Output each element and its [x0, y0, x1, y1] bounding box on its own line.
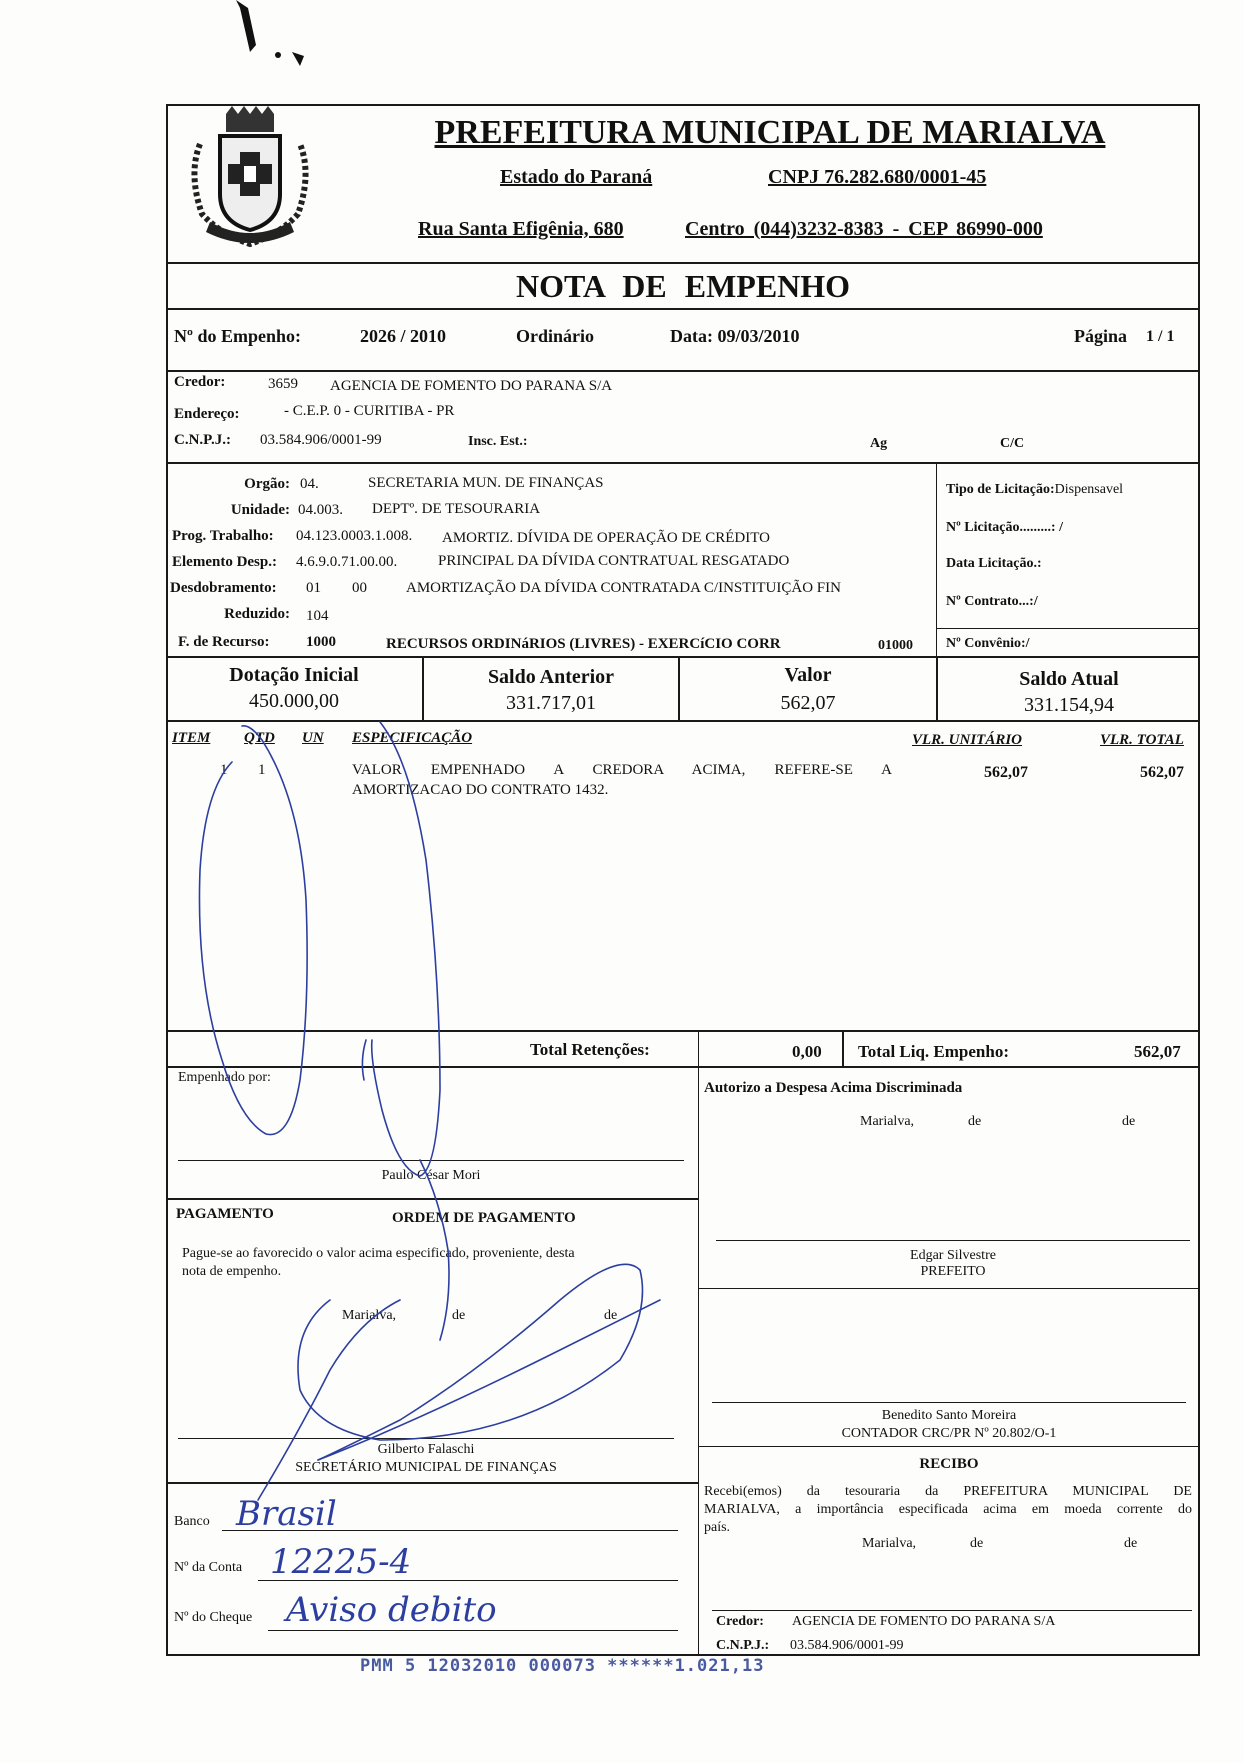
- reduzido-label: Reduzido:: [224, 606, 290, 622]
- recibo-cnpj: 03.584.906/0001-99: [790, 1638, 904, 1653]
- recurso-name: RECURSOS ORDINáRIOS (LIVRES) - EXERCíCIO CORR: [386, 636, 781, 652]
- retencoes-label: Total Retenções:: [530, 1040, 650, 1059]
- licitacao-type-label: Tipo de Licitação:: [946, 482, 1055, 497]
- recurso-code: 1000: [306, 634, 336, 650]
- cheque-label: Nº do Cheque: [174, 1610, 253, 1625]
- saldo-atual-value: 331.154,94: [1024, 694, 1114, 716]
- desdobramento-code1: 01: [306, 580, 321, 596]
- empenho-number: 2026 / 2010: [360, 326, 447, 346]
- retencoes-value: 0,00: [792, 1042, 822, 1061]
- page-number: 1 / 1: [1146, 328, 1175, 345]
- empenho-date: Data: 09/03/2010: [670, 326, 800, 346]
- pagamento-text-2: nota de empenho.: [182, 1264, 282, 1279]
- recurso-label: F. de Recurso:: [178, 634, 270, 650]
- prog-name: AMORTIZ. DÍVIDA DE OPERAÇÃO DE CRÉDITO: [442, 530, 770, 546]
- licitacao-date: Data Licitação.:: [946, 556, 1042, 571]
- recibo-text-2: MARIALVA, a importância especificada acima em moeda corrente do: [704, 1502, 1192, 1517]
- item-spec-line2: AMORTIZACAO DO CONTRATO 1432.: [352, 782, 609, 798]
- liquido-value: 562,07: [1134, 1042, 1181, 1061]
- elemento-name: PRINCIPAL DA DÍVIDA CONTRATUAL RESGATADO: [438, 553, 790, 569]
- recibo-credor-label: Credor:: [716, 1614, 764, 1629]
- recibo-cnpj-label: C.N.P.J.:: [716, 1638, 770, 1653]
- header-cnpj: CNPJ 76.282.680/0001-45: [768, 166, 987, 188]
- col-un: UN: [302, 730, 324, 746]
- item-unit-value: 562,07: [984, 764, 1028, 781]
- state-name: Estado do Paraná: [500, 166, 653, 188]
- convenio-number: Nº Convênio:/: [946, 636, 1030, 651]
- unidade-label: Unidade:: [230, 502, 290, 518]
- recibo-text-3: país.: [704, 1520, 731, 1535]
- valor-value: 562,07: [780, 692, 836, 714]
- conta-value: 12225-4: [270, 1542, 412, 1582]
- document-title: NOTA DE EMPENHO: [515, 268, 851, 304]
- printed-stamp: PMM 5 12032010 000073 ******1.021,13: [360, 1656, 765, 1676]
- empenho-type: Ordinário: [516, 326, 595, 346]
- autorizo-de1: de: [968, 1114, 982, 1129]
- orgao-label: Orgão:: [244, 476, 290, 492]
- cheque-value: Aviso debito: [286, 1590, 497, 1630]
- recibo-credor: AGENCIA DE FOMENTO DO PARANA S/A: [792, 1614, 1056, 1629]
- item-qty: 1: [258, 762, 266, 778]
- autorizo-signer: Edgar Silvestre: [910, 1248, 996, 1263]
- conta-label: Nº da Conta: [174, 1560, 243, 1575]
- unidade-name: DEPTº. DE TESOURARIA: [372, 501, 541, 517]
- pagamento-signer: Gilberto Falaschi: [377, 1442, 475, 1457]
- contrato-number: Nº Contrato...:/: [946, 594, 1038, 609]
- empenho-label: Nº do Empenho:: [174, 326, 301, 346]
- saldo-atual-label: Saldo Atual: [1019, 668, 1119, 690]
- credor-address: - C.E.P. 0 - CURITIBA - PR: [284, 403, 455, 419]
- saldo-anterior-label: Saldo Anterior: [487, 666, 615, 688]
- autorizo-de2: de: [1122, 1114, 1136, 1129]
- ag-label: Ag: [870, 436, 888, 451]
- recurso-sub: 01000: [878, 638, 913, 653]
- credor-name: AGENCIA DE FOMENTO DO PARANA S/A: [330, 378, 613, 394]
- item-spec-line1: VALOR EMPENHADO A CREDORA ACIMA, REFERE-SE A: [352, 762, 892, 778]
- col-total: VLR. TOTAL: [1100, 732, 1184, 748]
- banco-value: Brasil: [236, 1494, 337, 1534]
- desdobramento-code2: 00: [352, 580, 367, 596]
- col-unit: VLR. UNITÁRIO: [912, 732, 1023, 748]
- pagamento-label: PAGAMENTO: [176, 1206, 274, 1222]
- elemento-label: Elemento Desp.:: [172, 554, 277, 570]
- valor-label: Valor: [784, 664, 832, 686]
- saldo-anterior-value: 331.717,01: [506, 692, 596, 714]
- autorizo-role: PREFEITO: [920, 1264, 986, 1279]
- contador-role: CONTADOR CRC/PR Nº 20.802/O-1: [841, 1426, 1057, 1441]
- elemento-code: 4.6.9.0.71.00.00.: [296, 554, 398, 570]
- address-label: Endereço:: [174, 406, 240, 422]
- pagamento-de1: de: [452, 1308, 466, 1323]
- header-street: Rua Santa Efigênia, 680: [418, 218, 624, 240]
- empenhado-signer: Paulo César Mori: [381, 1168, 481, 1183]
- header-address: Centro (044)3232-8383 - CEP 86990-000: [685, 218, 1043, 240]
- orgao-name: SECRETARIA MUN. DE FINANÇAS: [368, 475, 604, 491]
- item-total-value: 562,07: [1140, 764, 1184, 781]
- unidade-code: 04.003.: [298, 502, 343, 518]
- licitacao-type: Dispensavel: [1054, 482, 1124, 497]
- insc-label: Insc. Est.:: [468, 434, 528, 449]
- credor-label: Credor:: [174, 374, 226, 390]
- scan-mark: [226, 0, 316, 70]
- dotacao-value: 450.000,00: [249, 690, 339, 712]
- dotacao-label: Dotação Inicial: [229, 664, 359, 686]
- banco-label: Banco: [174, 1514, 210, 1529]
- orgao-code: 04.: [300, 476, 319, 492]
- page-label: Página: [1074, 326, 1128, 346]
- page-title: PREFEITURA MUNICIPAL DE MARIALVA: [434, 114, 1106, 151]
- liquido-label: Total Liq. Empenho:: [858, 1042, 1009, 1061]
- prog-code: 04.123.0003.1.008.: [296, 528, 413, 544]
- credor-cnpj: 03.584.906/0001-99: [260, 432, 382, 448]
- cc-label: C/C: [1000, 436, 1025, 451]
- autorizo-place: Marialva,: [860, 1114, 915, 1129]
- col-spec: ESPECIFICAÇÃO: [352, 730, 473, 746]
- desdobramento-label: Desdobramento:: [170, 580, 277, 596]
- autorizo-label: Autorizo a Despesa Acima Discriminada: [704, 1080, 963, 1096]
- pagamento-text-1: Pague-se ao favorecido o valor acima especificado, proveniente, desta: [182, 1246, 575, 1261]
- licitacao-number: Nº Licitação.........: /: [946, 520, 1063, 535]
- recibo-title: RECIBO: [919, 1456, 979, 1472]
- desdobramento-name: AMORTIZAÇÃO DA DÍVIDA CONTRATADA C/INSTITUIÇÃO FIN: [406, 580, 841, 596]
- empenhado-label: Empenhado por:: [178, 1070, 271, 1085]
- col-item: ITEM: [172, 730, 211, 746]
- cnpj-label: C.N.P.J.:: [174, 432, 231, 448]
- coat-of-arms-logo: [180, 104, 320, 254]
- recibo-de1: de: [970, 1536, 984, 1551]
- pagamento-de2: de: [604, 1308, 618, 1323]
- credor-code: 3659: [268, 376, 298, 392]
- ordem-pagamento-title: ORDEM DE PAGAMENTO: [392, 1210, 576, 1226]
- item-number: 1: [220, 762, 228, 778]
- reduzido-value: 104: [306, 608, 329, 624]
- prog-label: Prog. Trabalho:: [172, 528, 274, 544]
- recibo-text-1: Recebi(emos) da tesouraria da PREFEITURA MUNICIPAL DE: [704, 1484, 1192, 1499]
- recibo-place: Marialva,: [862, 1536, 917, 1551]
- contador-signer: Benedito Santo Moreira: [881, 1408, 1017, 1423]
- recibo-de2: de: [1124, 1536, 1138, 1551]
- pagamento-place: Marialva,: [342, 1308, 397, 1323]
- col-qtd: QTD: [244, 730, 275, 746]
- pagamento-role: SECRETÁRIO MUNICIPAL DE FINANÇAS: [295, 1460, 557, 1475]
